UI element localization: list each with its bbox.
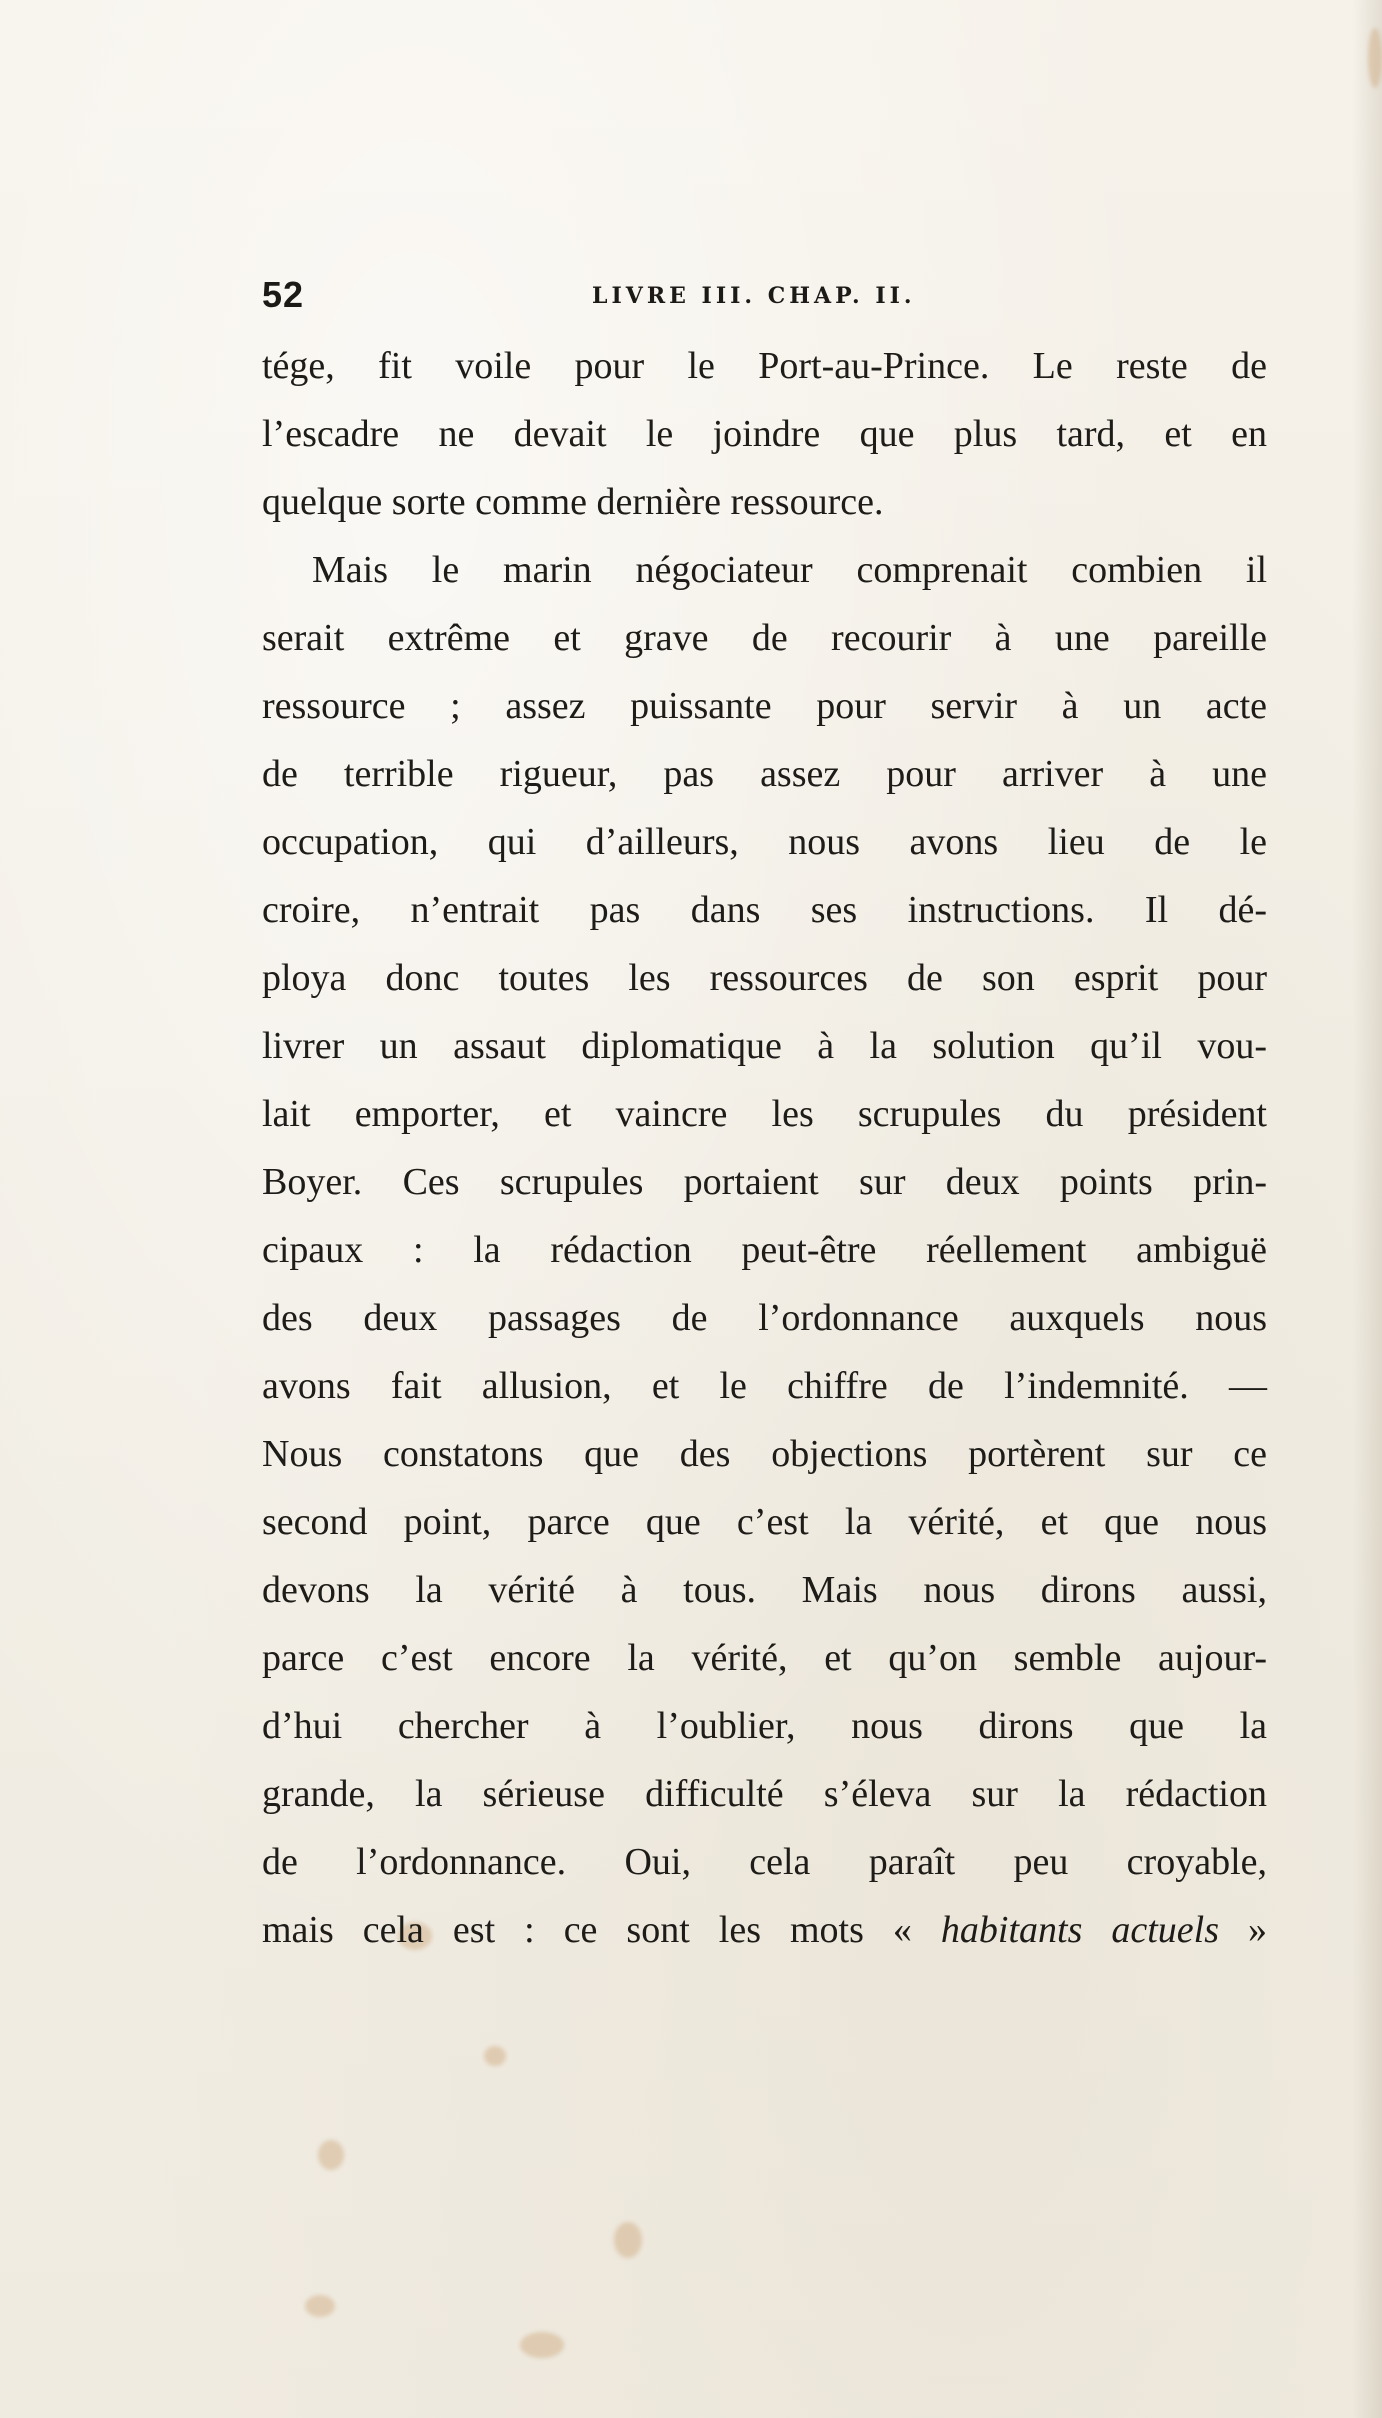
text-line: de l’ordonnance. Oui, cela paraît peu croyable, [262, 1841, 1267, 1883]
text-line: de terrible rigueur, pas assez pour arriver à une [262, 753, 1267, 795]
italic-quote: habitants actuels [940, 1909, 1219, 1951]
running-head: LIVRE III. CHAP. II. [592, 283, 916, 309]
text-line: croire, n’entrait pas dans ses instructions. Il dé- [262, 889, 1267, 931]
page-header [262, 270, 1267, 320]
text-line: Boyer. Ces scrupules portaient sur deux points prin- [262, 1161, 1267, 1203]
text-line: tége, fit voile pour le Port-au-Prince. Le reste de [262, 345, 1267, 387]
foxing-stain [305, 2295, 335, 2317]
text-line: d’hui chercher à l’oublier, nous dirons que la [262, 1705, 1267, 1747]
text-line: des deux passages de l’ordonnance auxquels nous [262, 1297, 1267, 1339]
text-line: second point, parce que c’est la vérité, et que nous [262, 1501, 1267, 1543]
text-line: avons fait allusion, et le chiffre de l’indemnité. — [262, 1365, 1267, 1407]
text-line: l’escadre ne devait le joindre que plus tard, et en [262, 413, 1267, 455]
text-line: quelque sorte comme dernière ressource. [262, 481, 884, 523]
text-line: parce c’est encore la vérité, et qu’on semble aujour- [262, 1637, 1267, 1679]
text-line: serait extrême et grave de recourir à une pareille [262, 617, 1267, 659]
text-line: grande, la sérieuse difficulté s’éleva sur la rédaction [262, 1773, 1267, 1815]
closing-guillemet: » [1248, 1909, 1267, 1951]
page-number: 52 [262, 274, 305, 315]
text-line: Mais le marin négociateur comprenait combien il [312, 549, 1267, 591]
text-line: Nous constatons que des objections portèrent sur ce [262, 1433, 1267, 1475]
text-line: livrer un assaut diplomatique à la solution qu’il vou- [262, 1025, 1267, 1067]
foxing-stain [520, 2332, 564, 2358]
text-line: cipaux : la rédaction peut-être réellement ambiguë [262, 1229, 1267, 1271]
text-line-final [262, 1896, 1267, 1964]
text-line: devons la vérité à tous. Mais nous dirons aussi, [262, 1569, 1267, 1611]
foxing-stain [484, 2046, 506, 2066]
text-line: occupation, qui d’ailleurs, nous avons lieu de le [262, 821, 1267, 863]
text-line: ressource ; assez puissante pour servir à un acte [262, 685, 1267, 727]
spine-shadow [1352, 0, 1382, 2418]
foxing-stain [1368, 28, 1382, 88]
foxing-stain [614, 2222, 642, 2258]
text-line: ploya donc toutes les ressources de son esprit pour [262, 957, 1267, 999]
body-text [262, 332, 1267, 1964]
text-line: lait emporter, et vaincre les scrupules du président [262, 1093, 1267, 1135]
foxing-stain [318, 2140, 344, 2170]
final-line-text: mais cela est : ce sont les mots « [262, 1909, 912, 1951]
